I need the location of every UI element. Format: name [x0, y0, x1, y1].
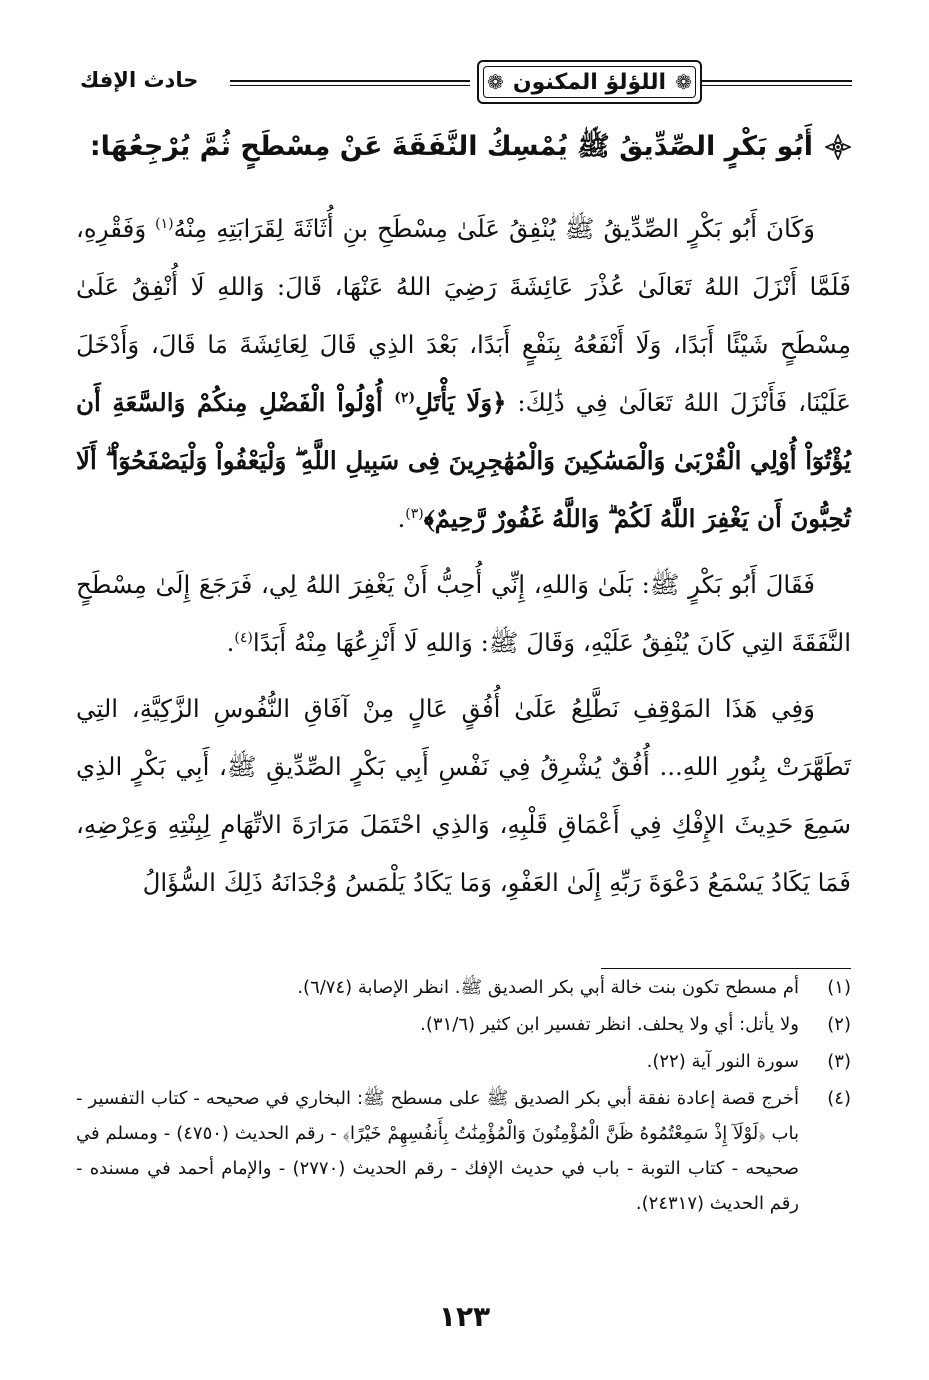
footnote-number: (١)	[827, 977, 851, 998]
footnote-ref: (١)	[155, 215, 174, 232]
footnotes	[76, 970, 851, 1223]
text-run: .	[397, 504, 406, 533]
main-text	[76, 200, 851, 920]
footnote	[76, 1081, 851, 1221]
text-run: وَفَقْرِهِ، فَلَمَّا أَنْزَلَ اللهُ تَعَالَىٰ عُذْرَ عَائِشَةَ رَضِيَ اللهُ عَنْهَا، قَالَ: وَاللهِ لَا أُنْفِقُ عَلَىٰ مِسْطَحٍ شَيْئًا أَبَدًا، وَلَا أَنْفَعُهُ بِنَفْعٍ أَبَدًا، بَعْدَ الذِي قَالَ لِعَائِشَةَ مَا قَالَ، وَأَدْخَلَ عَلَيْنَا، فَأَنْزَلَ اللهُ تَعَالَىٰ فِي ذَٰلِكَ:	[76, 214, 851, 417]
footnote-separator	[601, 968, 851, 969]
text-run: فَقَالَ أَبُو بَكْرٍ ﷺ: بَلَىٰ وَاللهِ، إِنِّي أُحِبُّ أَنْ يَغْفِرَ اللهُ لِي، فَرَجَعَ إِلَىٰ مِسْطَحٍ النَّفَقَةَ التِي كَانَ يُنْفِقُ عَلَيْهِ، وَقَالَ ﷺ: وَاللهِ لَا أَنْزِعُهَا مِنْهُ أَبَدًا	[76, 570, 851, 657]
footnote-number: (٤)	[827, 1088, 851, 1109]
footnote-text: أم مسطح تكون بنت خالة أبي بكر الصديق ﷺ. انظر الإصابة (٦/٧٤).	[297, 977, 799, 998]
footnote-number: (٢)	[827, 1014, 851, 1035]
footnote	[76, 970, 851, 1005]
section-heading	[76, 128, 851, 166]
text-run: .	[226, 628, 235, 657]
book-title-frame	[477, 60, 702, 104]
paragraph	[76, 200, 851, 548]
page-number: ١٢٣	[438, 1300, 491, 1333]
header-rule-right	[702, 80, 852, 86]
running-header	[80, 60, 852, 110]
verse-part: أُوْلُواْ الْفَضْلِ مِنكُمْ وَالسَّعَةِ أَن يُؤْتُوٓاْ أُوْلِي الْقُرْبَىٰ وَالْمَسَٰكِينَ وَالْمُهَٰجِرِينَ فِى سَبِيلِ اللَّهِ ۖ وَلْيَعْفُواْ وَلْيَصْفَحُوٓاْ ۗ أَلَا تُحِبُّونَ أَن يَغْفِرَ اللَّهُ لَكُمْ ۗ وَاللَّهُ غَفُورٌ رَّحِيمٌ﴾	[76, 388, 851, 533]
verse-part: ﴿وَلَا يَأْتَلِ	[415, 388, 507, 417]
flower-bullet-icon	[825, 134, 851, 160]
header-rule-left	[230, 80, 470, 86]
footnote-ref: (٣)	[405, 505, 424, 522]
footnote-ref: (٢)	[394, 389, 416, 406]
paragraph: وَفِي هَذَا المَوْقِفِ نَطَّلِعُ عَلَىٰ أُفُقٍ عَالٍ مِنْ آفَاقِ النُّفُوسِ الزَّكِيَّةِ، التِي تَطَهَّرَتْ بِنُورِ اللهِ... أُفُقٌ يُشْرِقُ فِي نَفْسِ أَبِي بَكْرٍ الصِّدِّيقِ ﷺ، أَبِي بَكْرٍ الذِي سَمِعَ حَدِيثَ الإِفْكِ فِي أَعْمَاقِ قَلْبِهِ، وَالذِي احْتَمَلَ مَرَارَةَ الاتِّهَامِ لِبِنْتِهِ وَعِرْضِهِ، فَمَا يَكَادُ يَسْمَعُ دَعْوَةَ رَبِّهِ إِلَىٰ العَفْوِ، وَمَا يَكَادُ يَلْمَسُ وُجْدَانَهُ ذَلِكَ السُّؤَالُ	[76, 694, 851, 897]
footnote	[76, 1044, 851, 1079]
footnote-text: ولا يأتل: أي ولا يحلف. انظر تفسير ابن كثير (٣١/٦).	[420, 1014, 799, 1035]
footnote	[76, 1007, 851, 1042]
section-heading-text: أَبُو بَكْرٍ الصِّدِّيقُ ﷺ يُمْسِكُ النَّفَقَةَ عَنْ مِسْطَحٍ ثُمَّ يُرْجِعُهَا:	[89, 131, 813, 162]
footnote-ref: (٤)	[234, 629, 253, 646]
book-title: اللؤلؤ المكنون	[512, 69, 667, 95]
footnote-number: (٣)	[827, 1051, 851, 1072]
footnote-text: سورة النور آية (٢٢).	[646, 1051, 799, 1072]
chapter-title: حادث الإفك	[80, 68, 199, 92]
ornament-icon: ❁	[675, 70, 692, 94]
text-run: وَكَانَ أَبُو بَكْرٍ الصِّدِّيقُ ﷺ يُنْفِقُ عَلَىٰ مِسْطَحِ بنِ أُثَاثَةَ لِقَرَابَتِهِ مِنْهُ	[173, 214, 815, 243]
ornament-icon: ❁	[487, 70, 504, 94]
footnote-text: أخرج قصة إعادة نفقة أبي بكر الصديق ﷺ على مسطح ﷺ: البخاري في صحيحه - كتاب التفسير - باب ﴿لَوْلَآ إِذْ سَمِعْتُمُوهُ ظَنَّ الْمُؤْمِنُونَ وَالْمُؤْمِنَٰتُ بِأَنفُسِهِمْ خَيْرًا﴾ - رقم الحديث (٤٧٥٠) - ومسلم في صحيحه - كتاب التوبة - باب في حديث الإفك - رقم الحديث (٢٧٧٠) - والإمام أحمد في مسنده - رقم الحديث (٢٤٣١٧).	[76, 1088, 799, 1214]
paragraph	[76, 556, 851, 672]
